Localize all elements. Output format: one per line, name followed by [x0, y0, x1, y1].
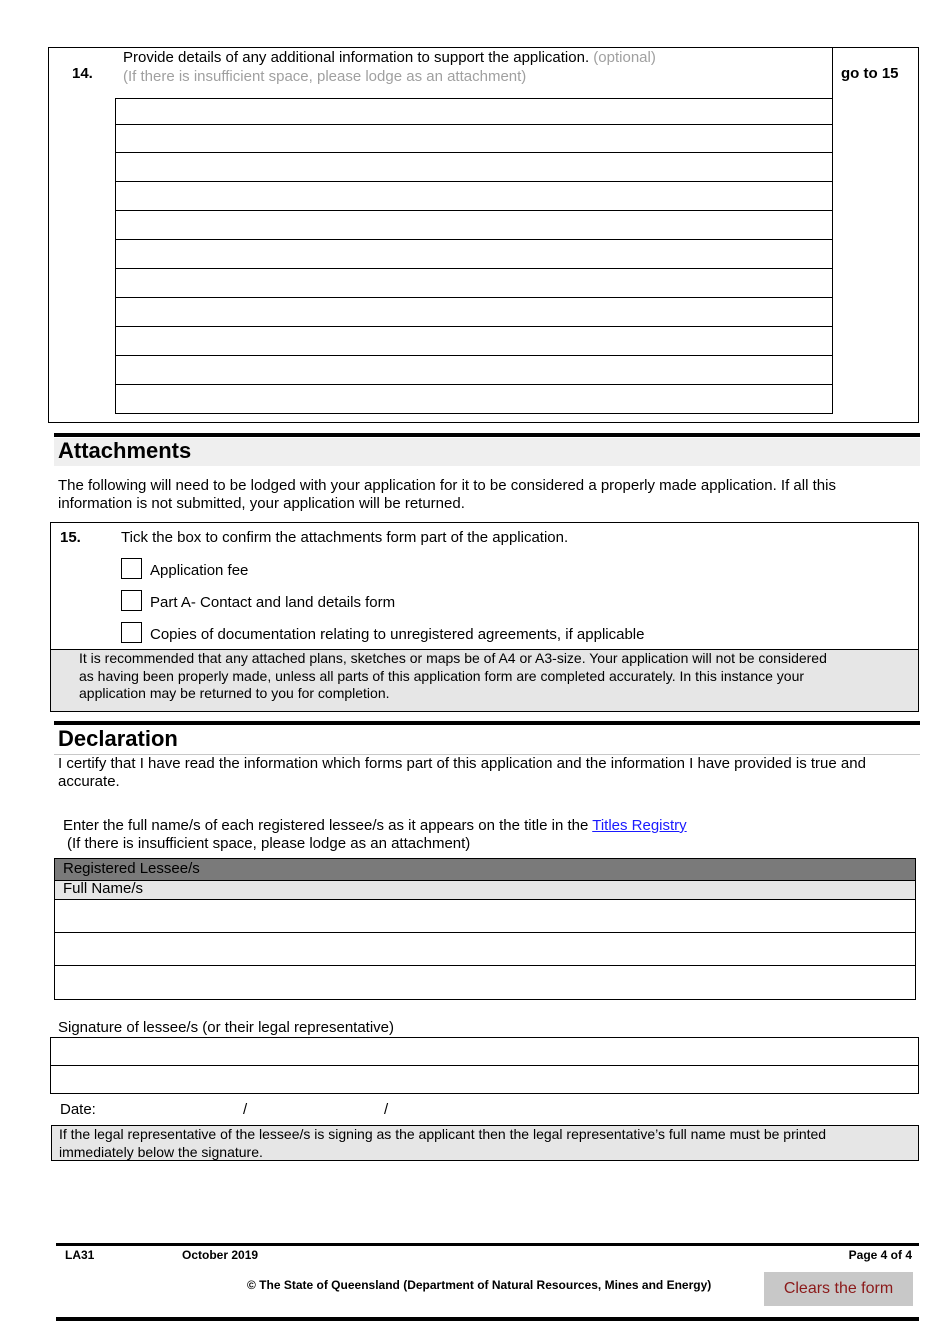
lessee-name-input-3[interactable]	[55, 966, 915, 999]
textarea-rule	[116, 384, 832, 385]
legal-note-text	[59, 1126, 826, 1161]
enter-names-instruction	[63, 817, 687, 835]
textarea-rule	[116, 268, 832, 269]
attachments-intro-line2: information is not submitted, your application will be returned.	[58, 495, 465, 512]
clear-form-button[interactable]: Clears the form	[764, 1272, 913, 1306]
legal-note-line1: If the legal representative of the lessee/s is signing as the applicant then the legal representative’s full name must be printed	[59, 1126, 827, 1142]
application-fee-label: Application fee	[150, 562, 249, 579]
date-month-input[interactable]	[255, 1098, 375, 1120]
form-code: LA31	[65, 1248, 95, 1262]
declaration-rule	[54, 721, 920, 725]
textarea-rule	[116, 239, 832, 240]
attachments-note-text	[79, 650, 827, 703]
lessee-name-input-1[interactable]	[55, 899, 915, 932]
attachments-heading: Attachments	[54, 438, 920, 466]
form-date: October 2019	[182, 1248, 259, 1262]
textarea-rule	[116, 181, 832, 182]
textarea-rule	[116, 297, 832, 298]
date-separator: /	[384, 1101, 389, 1118]
question-14-number: 14.	[72, 65, 93, 82]
unregistered-agreements-label: Copies of documentation relating to unregistered agreements, if applicable	[150, 626, 645, 643]
certify-line2: accurate.	[58, 773, 120, 790]
question-15-number: 15.	[60, 529, 81, 546]
additional-info-textarea[interactable]	[115, 98, 833, 414]
attachments-note-line3: application may be returned to you for completion.	[79, 685, 390, 701]
textarea-rule	[116, 124, 832, 125]
legal-note-line2: immediately below the signature.	[59, 1143, 263, 1160]
question-15-prompt: Tick the box to confirm the attachments form part of the application.	[121, 529, 569, 546]
enter-names-text: Enter the full name/s of each registered lessee/s as it appears on the title in the	[63, 817, 589, 834]
textarea-rule	[116, 326, 832, 327]
signature-label: Signature of lessee/s (or their legal representative)	[58, 1019, 395, 1036]
titles-registry-link[interactable]: Titles Registry	[592, 817, 687, 834]
registered-lessee-header: Registered Lessee/s	[63, 860, 200, 877]
optional-label: (optional)	[593, 49, 656, 66]
date-day-input[interactable]	[105, 1098, 235, 1120]
signature-row-divider	[51, 1065, 918, 1066]
full-names-subheader: Full Name/s	[63, 880, 144, 897]
certify-line1: I certify that I have read the information which forms part of this application and the information I have provided is true and	[58, 755, 866, 772]
table-subheader-bar	[55, 880, 915, 900]
attachments-rule	[54, 433, 920, 437]
footer-bottom-rule	[56, 1317, 919, 1321]
attachments-note-line1: It is recommended that any attached plans, sketches or maps be of A4 or A3-size. Your application will not be considered	[79, 650, 827, 666]
date-label: Date:	[60, 1101, 96, 1118]
date-year-input[interactable]	[396, 1098, 516, 1120]
textarea-rule	[116, 152, 832, 153]
copyright-notice: © The State of Queensland (Department of Natural Resources, Mines and Energy)	[247, 1278, 712, 1292]
application-fee-checkbox[interactable]	[121, 558, 142, 579]
go-to-15-label: go to 15	[841, 65, 899, 82]
unregistered-agreements-checkbox[interactable]	[121, 622, 142, 643]
attachments-intro-line1: The following will need to be lodged with your application for it to be considered a properly made application. If all this	[58, 477, 836, 494]
part-a-form-label: Part A- Contact and land details form	[150, 594, 396, 611]
declaration-heading: Declaration	[54, 726, 920, 754]
textarea-rule	[116, 210, 832, 211]
question-14-hint: (If there is insufficient space, please lodge as an attachment)	[123, 68, 527, 85]
enter-names-hint: (If there is insufficient space, please lodge as an attachment)	[67, 835, 471, 852]
question-14-prompt-text: Provide details of any additional information to support the application.	[123, 49, 590, 66]
part-a-form-checkbox[interactable]	[121, 590, 142, 611]
date-separator: /	[243, 1101, 248, 1118]
question-14-prompt	[123, 49, 656, 67]
lessee-name-input-2[interactable]	[55, 933, 915, 965]
page-number: Page 4 of 4	[848, 1248, 912, 1262]
attachments-note-line2: as having been properly made, unless all parts of this application form are completed accurately. In this instance your	[79, 667, 805, 684]
textarea-rule	[116, 355, 832, 356]
footer-top-rule	[56, 1243, 919, 1246]
